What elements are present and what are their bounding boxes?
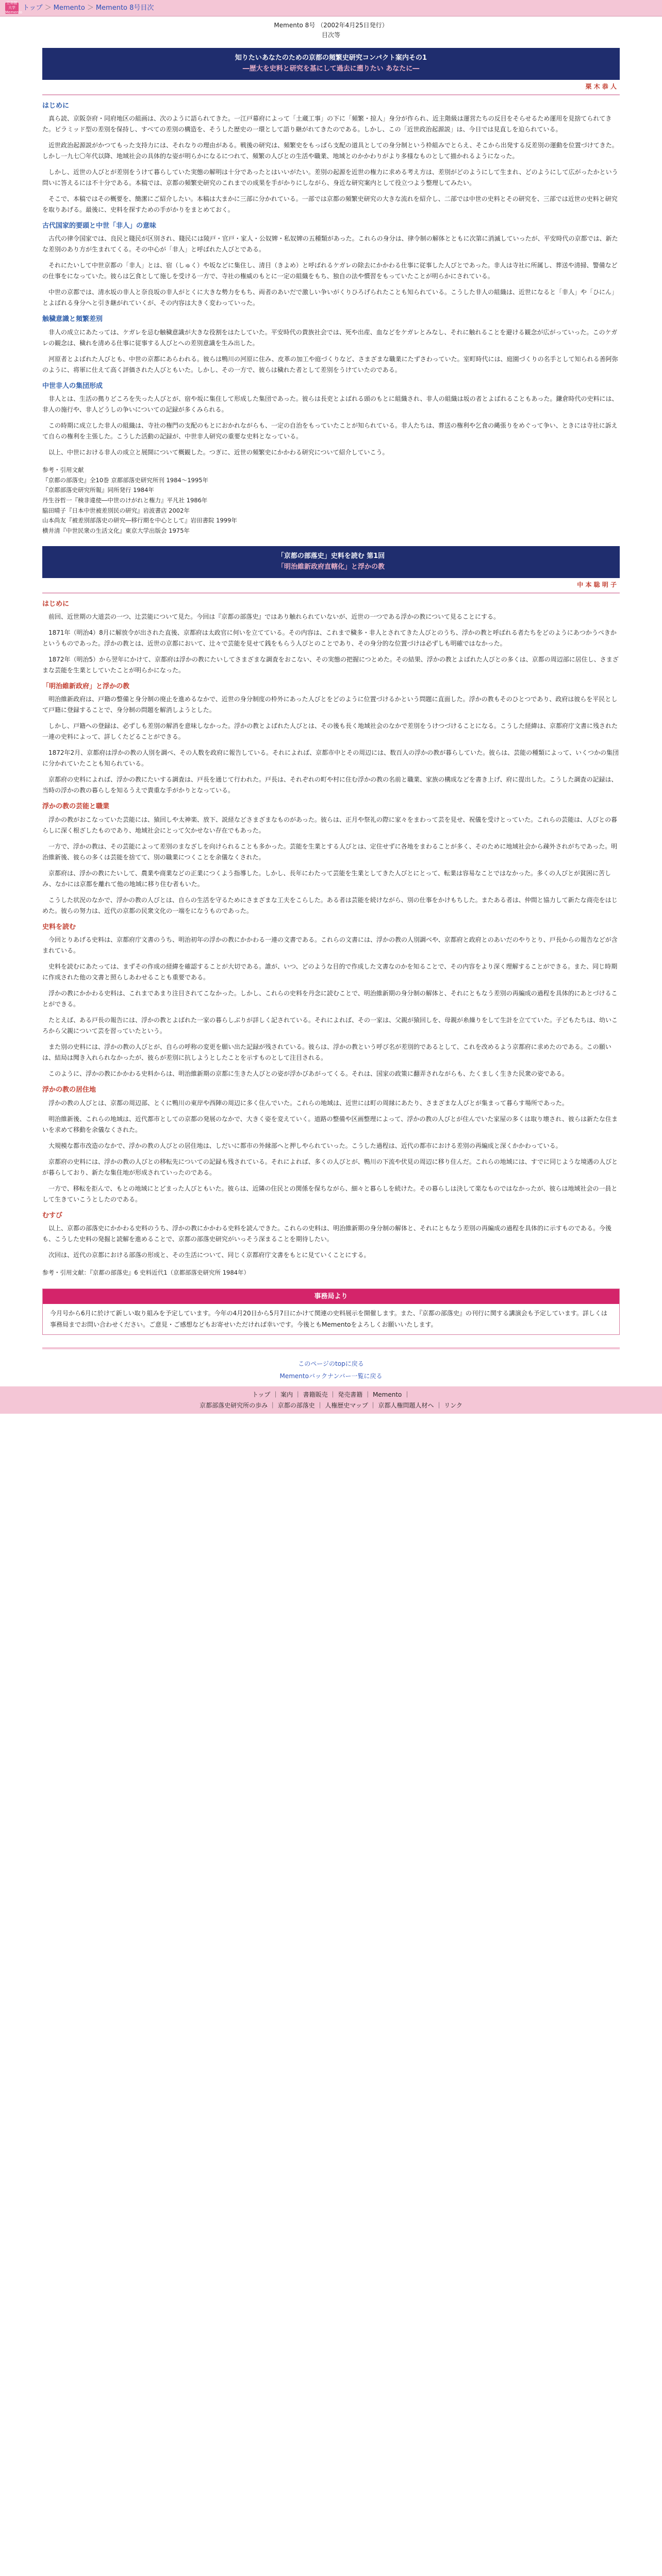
article-2-references <box>42 1268 620 1278</box>
reference-item: 丹生谷哲一『検非違使―中世のけがれと権力』平凡社 1986年 <box>42 496 208 504</box>
section-heading: 浮かの教の芸能と職業 <box>42 803 110 811</box>
paragraph: 以上、京都の部落史にかかわる史料のうち、浮かの教にかかわる史料を読んできた。これらの史料は、明治維新期の身分制の解体と、それにともなう差別の再編成の過程を具体的に示すものである。今後も、こうした史料の発掘と読解を進めることで、京都の部落史研究がいっそう深まることを期待したい。 <box>42 1225 612 1243</box>
section-heading: 触穢意識と頻繁差別 <box>42 315 103 324</box>
section-heading: むすび <box>42 1211 63 1219</box>
breadcrumb-separator: ＞ <box>87 4 94 12</box>
paragraph: 前回、近世期の大道芸の一つ、辻芸能について見た。今回は『京都の部落史』ではあり触れられていないが、近世の一つである浮かの教について見ることにする。 <box>48 613 500 620</box>
paragraph: たとえば、ある戸長の報告には、浮かの教とよばれた一家の暮らしぶりが詳しく記されている。それによれば、その一家は、父親が猿回しを、母親が糸繰りをして生計を立てていた。子どもたちは、幼いころから父親について芸を習っていたという。 <box>42 1016 618 1035</box>
paragraph: 以上、中世における非人の成立と展開について概観した。つぎに、近世の頻繁史にかかわる研究について紹介していこう。 <box>48 449 389 456</box>
paragraph: また別の史料には、浮かの教の人びとが、自らの呼称の変更を願い出た記録が残されている。彼らは、浮かの教という呼び名が差別的であるとして、これを改めるよう京都府に求めたのである。この願いは、結局は聞き入れられなかったが、彼らが差別に抗しようとしたことを示すものとして注目される。 <box>42 1043 611 1062</box>
issue-contents-label: 目次等 <box>321 31 340 39</box>
divider <box>42 94 620 95</box>
paragraph: 非人とは、生活の拠りどころを失った人びとが、宿や坂に集住して形成した集団であった。彼らは長吏とよばれる頭のもとに組織され、非人の組織は坂の者とよばれることもあった。鎌倉時代の史料には、非人の施行や、非人どうしの争いについての記録が多くみられる。 <box>42 395 618 414</box>
article-2-author: 中 本 聡 明 子 <box>577 581 617 588</box>
reference-item: 山本尚友『被差別部落史の研究―移行期を中心として』岩田書院 1999年 <box>42 517 237 524</box>
paragraph: 浮かの教の人びとは、京都の周辺部、とくに鴨川の東岸や西陣の周辺に多く住んでいた。これらの地域は、近世には町の周縁にあたり、さまざまな人びとが集まって暮らす場所であった。 <box>48 1099 568 1107</box>
paragraph: 明治維新政府は、戸籍の整備と身分制の廃止を進めるなかで、近世の身分制度の枠外にあった人びとをどのように位置づけるかという問題に直面した。浮かの教もそのひとつであり、政府は彼らを平民として戸籍に登録することで、身分制の問題を解消しようとした。 <box>42 696 618 714</box>
paragraph: 京都府の史料によれば、浮かの教にたいする調査は、戸長を通じて行われた。戸長は、それぞれの町や村に住む浮かの教の名前と職業、家族の構成などを書き上げ、府に提出した。こうした調査の記録は、当時の浮かの教の暮らしを知るうえで貴重な手がかりとなっている。 <box>42 776 618 794</box>
reference-item: 『京都の部落史』全10巻 京都部落史研究所刊 1984〜1995年 <box>42 476 208 484</box>
page-content <box>42 16 620 1382</box>
paragraph: 大規模な都市改造のなかで、浮かの教の人びとの居住地は、しだいに都市の外縁部へと押しやられていった。こうした過程は、近代の都市における差別の再編成と深くかかわっている。 <box>48 1142 562 1149</box>
backnumber-list-link[interactable]: Mementoバックナンバー一覧に戻る <box>279 1372 383 1380</box>
news-heading: 事務局より <box>43 1289 619 1304</box>
logo-line-1: 立命館 <box>6 1 18 5</box>
top-bar <box>0 0 662 16</box>
paragraph: 史料を読むにあたっては、まずその作成の経緯を確認することが大切である。誰が、いつ、どのような目的で作成した文書なのかを知ることで、その内容をより深く理解することができる。また、同じ時期に作成された他の文書と照らしあわせることも重要である。 <box>42 963 618 981</box>
paragraph: 1872年（明治5）から翌年にかけて、京都府は浮かの教にたいしてさまざまな調査をおこない、その実態の把握につとめた。その結果、浮かの教とよばれた人びとの多くは、京都の周辺部に居住し、さまざまな芸能を生業としていたことが明らかになった。 <box>42 655 619 674</box>
reference-item: 参考・引用文献：『京都の部落史』6 史料近代1（京都部落史研究所 1984年） <box>42 1269 250 1277</box>
paragraph: 浮かの教にかかわる史料は、これまであまり注目されてこなかった。しかし、これらの史料を丹念に読むことで、明治維新期の身分制の解体と、それにともなう差別の再編成の過程を具体的にあとづけることができる。 <box>42 990 618 1008</box>
article-1-references <box>42 465 620 536</box>
divider <box>42 592 620 594</box>
paragraph: 次回は、近代の京都における部落の形成と、その生活について、同じく京都府庁文書をもとに見ていくことにする。 <box>48 1251 370 1259</box>
section-heading: 古代国家的要頭と中世「非人」の意味 <box>42 222 157 230</box>
issue-number: Memento 8号 （2002年4月25日発行） <box>274 22 388 29</box>
article-1-title: 知りたいあなたのための京都の頻繁史研究コンパクト案内その1 <box>235 54 427 62</box>
paragraph: 京都府の史料には、浮かの教の人びとの移転先についての記録も残されている。それによれば、多くの人びとが、鴨川の下流や伏見の周辺に移り住んだ。これらの地域には、すでに同じような境遇の人びとが暮らしており、新たな集住地が形成されていったのである。 <box>42 1158 618 1176</box>
references-heading: 参考・引用文献 <box>42 466 84 474</box>
breadcrumb-separator: ＞ <box>44 4 52 12</box>
article-1-title-banner <box>42 48 620 80</box>
paragraph: しかし、戸籍への登録は、必ずしも差別の解消を意味しなかった。浮かの教とよばれた人びとは、その後も長く地域社会のなかで差別をうけつづけることになる。こうした経緯は、京都府庁文書に残された一連の史料によって、詳しくたどることができる。 <box>42 722 618 741</box>
article-2-subtitle: 「明治維新政府直轄化」と浮かの教 <box>277 563 385 571</box>
site-logo[interactable] <box>5 1 22 14</box>
paragraph: それにたいして中世京都の「非人」とは、宿（しゅく）や坂などに集住し、清目（きよめ）と呼ばれるケガレの除去にかかわる仕事に従事した人びとであった。非人は寺社に所属し、葬送や清掃、警備などの仕事をになっていた。彼らは乞食として施しを受ける一方で、寺社の権威のもとに一定の組織をもち、独自の法や慣習をもっていたことが明らかにされている。 <box>42 262 618 280</box>
divider <box>42 1347 620 1349</box>
paragraph: 1871年（明治4）8月に解放令が出された直後、京都府は太政官に何いを立てている。その内容は、これまで穢多・非人とされてきた人びとのうち、浮かの教と呼ばれる者たちをどのようにあつかうべきかというものであった。浮かの教とは、近世の京都において、辻々で芸能を見せて銭をもらう人びとのことであり、その身分的な位置づけは必ずしも明確ではなかった。 <box>42 629 617 647</box>
breadcrumb-memento[interactable]: Memento <box>53 4 85 12</box>
paragraph: 一方で、移転を拒んで、もとの地域にとどまった人びともいた。彼らは、近隣の住民との関係を保ちながら、細々と暮らしを続けた。その暮らしは決して楽なものではなかったが、彼らは地域社会の一員として生きていこうとしたのである。 <box>42 1184 618 1203</box>
section-heading: 浮かの教の居住地 <box>42 1086 96 1094</box>
paragraph: 一方で、浮かの教は、その芸能によって差別のまなざしを向けられることも多かった。芸能を生業とする人びとは、定住せずに各地をまわることが多く、そのために地域社会から疎外されがちであった。明治維新後、彼らの多くは芸能を捨てて、別の職業につくことを余儀なくされた。 <box>42 842 618 861</box>
paragraph: 真ら読、京阪奈府・同府地区の組画は、次のように語られてきた。一江戸幕府によって「土蔵工事」の下に「頻繁・掠人」身分が作られ、近主階級は運営たちの反目をそらせるため運用を見捨てられてきた。ピラミッド型の差別を保持し、すべての差別の構造を、そうした歴史の一環として語り継がれてきたのである。しかし、この「近世政治起源説」は、今日では見直しを迫られている。 <box>42 115 612 133</box>
reference-item: 横井清『中世民衆の生活文化』東京大学出版会 1975年 <box>42 527 190 534</box>
paragraph: 非人の成立にあたっては、ケガレを忌む触穢意識が大きな役割をはたしていた。平安時代の貴族社会では、死や出産、血などをケガレとみなし、それに触れることを避ける観念が広がっていった。このケガレの観念は、穢れを清める仕事に従事する人びとへの差別意識を生み出した。 <box>42 328 618 347</box>
paragraph: 河原者とよばれた人びとも、中世の京都にあらわれる。彼らは鴨川の河原に住み、皮革の加工や庭づくりなど、さまざまな職業にたずさわっていた。室町時代には、庭園づくりの名手として知られる善阿弥のように、将軍に仕えて高く評価された人びともいた。しかし、その一方で、彼らは穢れた者として差別をうけていたのである。 <box>42 355 618 374</box>
article-2-title: 「京都の部落史」史料を読む 第1回 <box>277 552 385 561</box>
footer-links-row-1[interactable]: トップ ｜ 案内 ｜ 書籍販売 ｜ 発売書籍 ｜ Memento ｜ <box>252 1391 410 1399</box>
paragraph: 古代の律令国家では、良民と賤民が区別され、賤民には陵戸・官戸・家人・公奴婢・私奴婢の五種類があった。これらの身分は、律令制の解体とともに次第に消滅していったが、平安時代の京都では、新たな差別のあり方が生まれてくる。その中心が「非人」と呼ばれた人びとである。 <box>42 235 618 253</box>
reference-item: 『京都部落史研究所報』同所発行 1984年 <box>42 486 154 494</box>
breadcrumb <box>23 3 154 13</box>
paragraph: 明治維新後、これらの地域は、近代都市としての京都の発展のなかで、大きく姿を変えていく。道路の整備や区画整理によって、浮かの教の人びとが住んでいた家屋の多くは取り壊され、彼らは新たな住まいを求めて移動を余儀なくされた。 <box>42 1115 618 1133</box>
breadcrumb-current[interactable]: Memento 8号目次 <box>95 4 154 12</box>
bottom-nav <box>42 1358 620 1382</box>
logo-line-3: Memento <box>5 10 22 14</box>
breadcrumb-top[interactable]: トップ <box>23 4 43 12</box>
paragraph: 浮かの教がおこなっていた芸能には、猿回しや太神楽、放下、説経などさまざまなものがあった。彼らは、正月や祭礼の際に家々をまわって芸を見せ、祝儀を受けとっていた。これらの芸能は、人びとの暮らしに深く根ざしたものであり、地域社会にとって欠かせない存在でもあった。 <box>42 816 618 834</box>
paragraph: 1872年2月、京都府は浮かの教の人別を調べ、その人数を政府に報告している。それによれば、京都市中とその周辺には、数百人の浮かの教が暮らしていた。彼らは、芸能の種類によって、いくつかの集団に分かれていたことも知られている。 <box>42 749 619 768</box>
article-2-body <box>42 599 620 1261</box>
paragraph: 京都府は、浮かの教にたいして、農業や商業などの正業につくよう指導した。しかし、長年にわたって芸能を生業としてきた人びとにとって、転業は容易なことではなかった。多くの人びとが貧困に苦しみ、なかには京都を離れて他の地域に移り住む者もいた。 <box>42 869 611 888</box>
paragraph: 近世政治起源説がかつてもった支持力には、それなりの理由がある。戦後の研究は、頻繁史をもっぱら支配の道具としての身分制という枠組みでとらえ、そこから出発する反差別の運動を位置づけてきた。しかし一九七〇年代以降、地域社会の具体的な姿が明らかになるにつれて、頻繁の人びとの生活や職業、地域とのかかわりがより多様なものとして描かれるようになった。 <box>42 142 618 160</box>
paragraph: こうした状況のなかで、浮かの教の人びとは、自らの生活を守るためにさまざまな工夫をこらした。ある者は芸能を続けながら、別の仕事をかけもちした。またある者は、仲間と協力して新たな商売をはじめた。彼らの努力は、近代の京都の民衆文化の一端をになうものであった。 <box>42 896 618 914</box>
section-heading: 「明治維新政府」と浮かの教 <box>42 682 130 690</box>
back-to-top-link[interactable]: このページのtopに戻る <box>298 1360 364 1368</box>
news-body: 今月号から6月に於けて新しい取り組みを予定しています。今年の4月20日から5月7日にかけて関連の史料展示を開催します。また、『京都の部落史』の刊行に関する講演会も予定しています。詳しくは事務局までお問い合わせください。ご意見・ご感想などもお寄せいただければ幸いです。今後ともMementoをよろしくお願いいたします。 <box>50 1310 607 1328</box>
section-heading: はじめに <box>42 101 70 110</box>
paragraph: 今回とりあげる史料は、京都府庁文書のうち、明治初年の浮かの教にかかわる一連の文書である。これらの文書には、浮かの教の人別調べや、京都府と政府とのあいだのやりとり、戸長からの報告などが含まれている。 <box>42 936 618 955</box>
news-box <box>42 1289 620 1335</box>
article-1-body <box>42 100 620 459</box>
paragraph: 中世の京都では、清水坂の非人と奈良坂の非人がとくに大きな勢力をもち、両者のあいだで激しい争いがくりひろげられたことも知られている。こうした非人の組織は、近世になると「非人」や「ひにん」とよばれる身分へと引き継がれていくが、その内容は大きく変わっていった。 <box>42 289 618 307</box>
footer-links-row-2[interactable]: 京都部落史研究所の歩み ｜ 京都の部落史 ｜ 人権歴史マップ ｜ 京都人権問題人材ヘ ｜ リンク <box>200 1401 462 1409</box>
reference-item: 脇田晴子『日本中世被差別民の研究』岩波書店 2002年 <box>42 506 190 514</box>
logo-line-2: 大学 <box>8 6 15 10</box>
article-1-subtitle: ―歴大を史料と研究を基にして過去に遡りたい あなたに― <box>242 64 420 73</box>
article-2-title-banner <box>42 546 620 578</box>
site-footer <box>0 1386 662 1414</box>
paragraph: この時期に成立した非人の組織は、寺社の権門の支配のもとにおかれながらも、一定の自治をもっていたことが知られている。非人たちは、葬送の権利や乞食の縄張りをめぐって争い、ときには寺社に訴えて自らの権利を主張した。こうした活動の記録が、中世非人研究の重要な史料となっている。 <box>42 422 618 440</box>
section-heading: 史料を読む <box>42 923 76 931</box>
paragraph: しかし、近世の人びとが差別をうけて暮らしていた実態の解明は十分であったとはいいがたい。差別の起源を近世の権力に求める考え方は、差別がどのようにして生まれ、どのようにして広がったかという問いに答えるには不十分である。本稿では、京都の頻繁史研究のこれまでの成果を手がかりにしながら、身近な研究案内として役立つよう整理してみたい。 <box>42 168 618 187</box>
section-heading: 中世非人の集団形成 <box>42 382 103 390</box>
paragraph: このように、浮かの教にかかわる史料からは、明治維新期の京都に生きた人びとの姿が浮かびあがってくる。それは、国家の政策に翻弄されながらも、たくましく生きた民衆の姿である。 <box>48 1070 569 1078</box>
article-1-author: 栗 木 恭 人 <box>585 82 617 90</box>
section-heading: はじめに <box>42 600 70 608</box>
issue-header <box>42 16 620 43</box>
paragraph: そこで、本稿ではその概要を、簡潔にご紹介したい。本稿は大まかに三部に分かれている。一部では京都の頻繁史研究の大きな流れを紹介し、二部では中世の史料とその研究を、三部では近世の史料と研究を取りあげる。最後に、史料を探すための手がかりをまとめておく。 <box>42 195 618 214</box>
